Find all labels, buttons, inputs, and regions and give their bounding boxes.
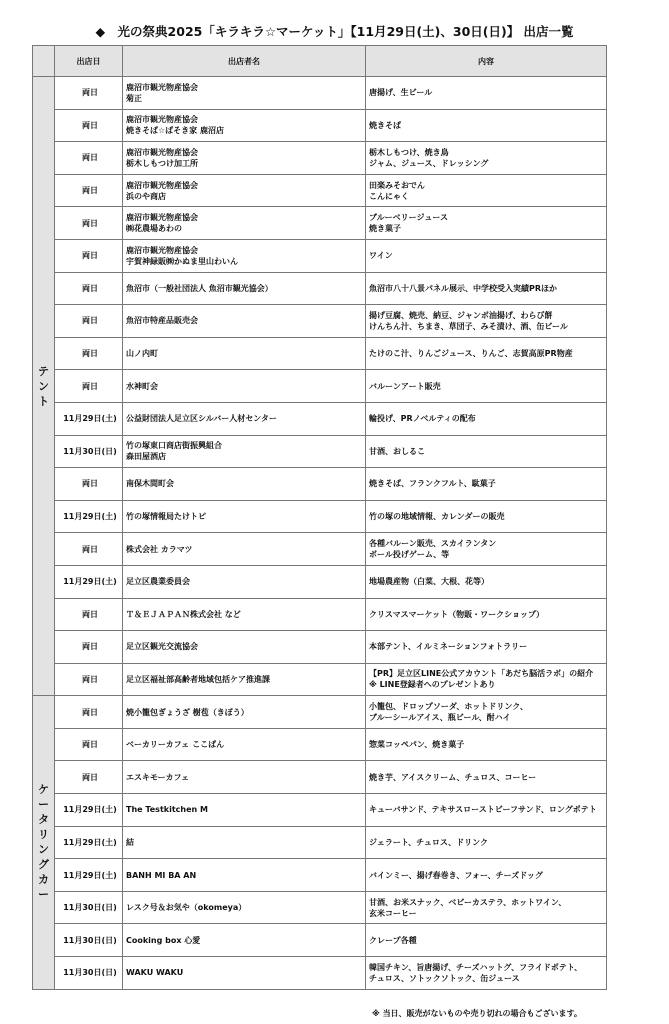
- cell-date: 両日: [55, 663, 123, 696]
- table-row: [33, 468, 607, 501]
- cell-name: 南保木間町会: [123, 468, 366, 501]
- cell-name: 鹿沼市観光物産協会 栃木しもつけ加工所: [123, 142, 366, 175]
- cell-content: 各種バルーン販売、スカイランタン ボール投げゲーム、等: [366, 533, 607, 566]
- cell-content: 魚沼市八十八景パネル展示、中学校受入実績PRほか: [366, 272, 607, 305]
- cell-name: 鹿沼市観光物産協会 宇賀神緑販㈱かぬま里山わいん: [123, 239, 366, 272]
- cell-date: 11月29日(土): [55, 794, 123, 827]
- cell-content: たけのこ汁、りんごジュース、りんご、志賀高原PR物産: [366, 337, 607, 370]
- cell-content: バインミー、揚げ春巻き、フォー、チーズドッグ: [366, 859, 607, 892]
- table-row: [33, 794, 607, 827]
- table-row: [33, 533, 607, 566]
- cell-date: 両日: [55, 174, 123, 207]
- cell-name: 公益財団法人足立区シルバー人材センター: [123, 402, 366, 435]
- category-label-tent: [33, 77, 55, 696]
- cell-content: 田楽みそおでん こんにゃく: [366, 174, 607, 207]
- cell-content: ワイン: [366, 239, 607, 272]
- vendor-table: [32, 45, 607, 990]
- table-row: [33, 239, 607, 272]
- cell-content: 竹の塚の地域情報、カレンダーの販売: [366, 500, 607, 533]
- cell-name: 竹の塚東口商店街振興組合 森田屋酒店: [123, 435, 366, 468]
- cell-name: 株式会社 カラマツ: [123, 533, 366, 566]
- cell-name: 山ノ内町: [123, 337, 366, 370]
- table-row: [33, 891, 607, 924]
- cell-date: 11月30日(日): [55, 924, 123, 957]
- cell-name: 鹿沼市観光物産協会 菊正: [123, 77, 366, 110]
- cell-name: 結: [123, 826, 366, 859]
- table-row: [33, 272, 607, 305]
- table-row: [33, 402, 607, 435]
- cell-content: 甘酒、おしるこ: [366, 435, 607, 468]
- header-date: 出店日: [55, 46, 123, 77]
- cell-date: 両日: [55, 598, 123, 631]
- cell-name: The Testkitchen M: [123, 794, 366, 827]
- cell-date: 両日: [55, 370, 123, 403]
- cell-date: 両日: [55, 696, 123, 729]
- page-title: ◆ 光の祭典2025「キラキラ☆マーケット」【11月29日(土)、30日(日)】 出店一覧: [95, 24, 574, 39]
- cell-date: 両日: [55, 239, 123, 272]
- cell-date: 両日: [55, 77, 123, 110]
- cell-name: 足立区福祉部高齢者地域包括ケア推進課: [123, 663, 366, 696]
- table-row: [33, 337, 607, 370]
- table-row: [33, 77, 607, 110]
- cell-name: エスキモーカフェ: [123, 761, 366, 794]
- table-row: [33, 370, 607, 403]
- cell-content: キューバサンド、テキサスローストビーフサンド、ロングポテト: [366, 794, 607, 827]
- cell-date: 両日: [55, 207, 123, 240]
- cell-name: 焼小籠包ぎょうざ 樹苞（きぼう）: [123, 696, 366, 729]
- cell-name: Ｔ＆ＥＪＡＰＡＮ株式会社 など: [123, 598, 366, 631]
- cell-name: 足立区観光交流協会: [123, 631, 366, 664]
- cell-content: 焼きそば: [366, 109, 607, 142]
- cell-name: レスク号＆お気や（okomeya）: [123, 891, 366, 924]
- category-text: テ ン ト: [38, 364, 49, 408]
- cell-name: 鹿沼市観光物産協会 焼きそば☆ばそき家 鹿沼店: [123, 109, 366, 142]
- table-row: [33, 663, 607, 696]
- cell-name: 竹の塚情報局たけトピ: [123, 500, 366, 533]
- cell-content: ブルーベリージュース 焼き菓子: [366, 207, 607, 240]
- cell-name: WAKU WAKU: [123, 957, 366, 990]
- cell-content: 焼きそば、フランクフルト、駄菓子: [366, 468, 607, 501]
- cell-name: ベーカリーカフェ ここぱん: [123, 728, 366, 761]
- cell-name: 水神町会: [123, 370, 366, 403]
- table-row: [33, 435, 607, 468]
- cell-content: 揚げ豆腐、焼売、納豆、ジャンボ油揚げ、わらび餅 けんちん汁、ちまき、草団子、みそ漬け、酒、缶ビール: [366, 305, 607, 338]
- cell-content: クレープ各種: [366, 924, 607, 957]
- cell-date: 両日: [55, 142, 123, 175]
- cell-content: 焼き芋、アイスクリーム、チュロス、コーヒー: [366, 761, 607, 794]
- cell-date: 両日: [55, 305, 123, 338]
- cell-content: 本部テント、イルミネーションフォトラリー: [366, 631, 607, 664]
- cell-date: 11月30日(日): [55, 891, 123, 924]
- cell-date: 11月29日(土): [55, 402, 123, 435]
- table-row: [33, 109, 607, 142]
- cell-content: クリスマスマーケット（物販・ワークショップ）: [366, 598, 607, 631]
- table-row: [33, 957, 607, 990]
- table-row: [33, 761, 607, 794]
- cell-date: 両日: [55, 533, 123, 566]
- table-row: [33, 696, 607, 729]
- cell-name: Cooking box 心愛: [123, 924, 366, 957]
- cell-date: 11月29日(土): [55, 826, 123, 859]
- table-row: [33, 174, 607, 207]
- category-text: ケ ー タ リ ン グ カ ー: [38, 783, 49, 902]
- cell-date: 両日: [55, 631, 123, 664]
- cell-name: 足立区農業委員会: [123, 565, 366, 598]
- cell-date: 両日: [55, 272, 123, 305]
- category-label-catering: [33, 696, 55, 989]
- table-row: [33, 826, 607, 859]
- cell-name: BANH MI BA AN: [123, 859, 366, 892]
- cell-date: 11月30日(日): [55, 957, 123, 990]
- cell-content: 栃木しもつけ、焼き鳥 ジャム、ジュース、ドレッシング: [366, 142, 607, 175]
- cell-content: 惣菜コッペパン、焼き菓子: [366, 728, 607, 761]
- cell-date: 両日: [55, 728, 123, 761]
- cell-date: 11月30日(日): [55, 435, 123, 468]
- cell-content: 甘酒、お米スナック、ベビーカステラ、ホットワイン、 玄米コーヒー: [366, 891, 607, 924]
- cell-date: 両日: [55, 109, 123, 142]
- table-row: [33, 142, 607, 175]
- header-name: 出店者名: [123, 46, 366, 77]
- cell-date: 11月29日(土): [55, 500, 123, 533]
- category-header: [33, 46, 55, 77]
- cell-content: 【PR】足立区LINE公式アカウント「あだち脳活ラボ」の紹介 ※ LINE登録者へのプレゼントあり: [366, 663, 607, 696]
- table-row: [33, 500, 607, 533]
- cell-content: 韓国チキン、旨唐揚げ、チーズハットグ、フライドポテト、 チュロス、ソトックソトック、缶ジュース: [366, 957, 607, 990]
- cell-name: 鹿沼市観光物産協会 ㈱花農場あわの: [123, 207, 366, 240]
- table-row: [33, 565, 607, 598]
- cell-date: 両日: [55, 761, 123, 794]
- cell-date: 両日: [55, 337, 123, 370]
- cell-content: 輪投げ、PRノベルティの配布: [366, 402, 607, 435]
- cell-name: 魚沼市（一般社団法人 魚沼市観光協会）: [123, 272, 366, 305]
- header-content: 内容: [366, 46, 607, 77]
- cell-date: 11月29日(土): [55, 565, 123, 598]
- cell-content: 唐揚げ、生ビール: [366, 77, 607, 110]
- table-row: [33, 859, 607, 892]
- table-row: [33, 305, 607, 338]
- cell-date: 11月29日(土): [55, 859, 123, 892]
- footnote: ※ 当日、販売がないものや売り切れの場合もございます。: [372, 1009, 582, 1018]
- cell-content: ジェラート、チュロス、ドリンク: [366, 826, 607, 859]
- table-row: [33, 631, 607, 664]
- table-row: [33, 924, 607, 957]
- table-row: [33, 728, 607, 761]
- cell-content: 地場農産物（白菜、大根、花等）: [366, 565, 607, 598]
- table-row: [33, 207, 607, 240]
- cell-name: 魚沼市特産品販売会: [123, 305, 366, 338]
- table-row: [33, 598, 607, 631]
- cell-name: 鹿沼市観光物産協会 浜のや商店: [123, 174, 366, 207]
- cell-content: バルーンアート販売: [366, 370, 607, 403]
- cell-date: 両日: [55, 468, 123, 501]
- cell-content: 小籠包、ドロップソーダ、ホットドリンク、 ブルーシールアイス、瓶ビール、酎ハイ: [366, 696, 607, 729]
